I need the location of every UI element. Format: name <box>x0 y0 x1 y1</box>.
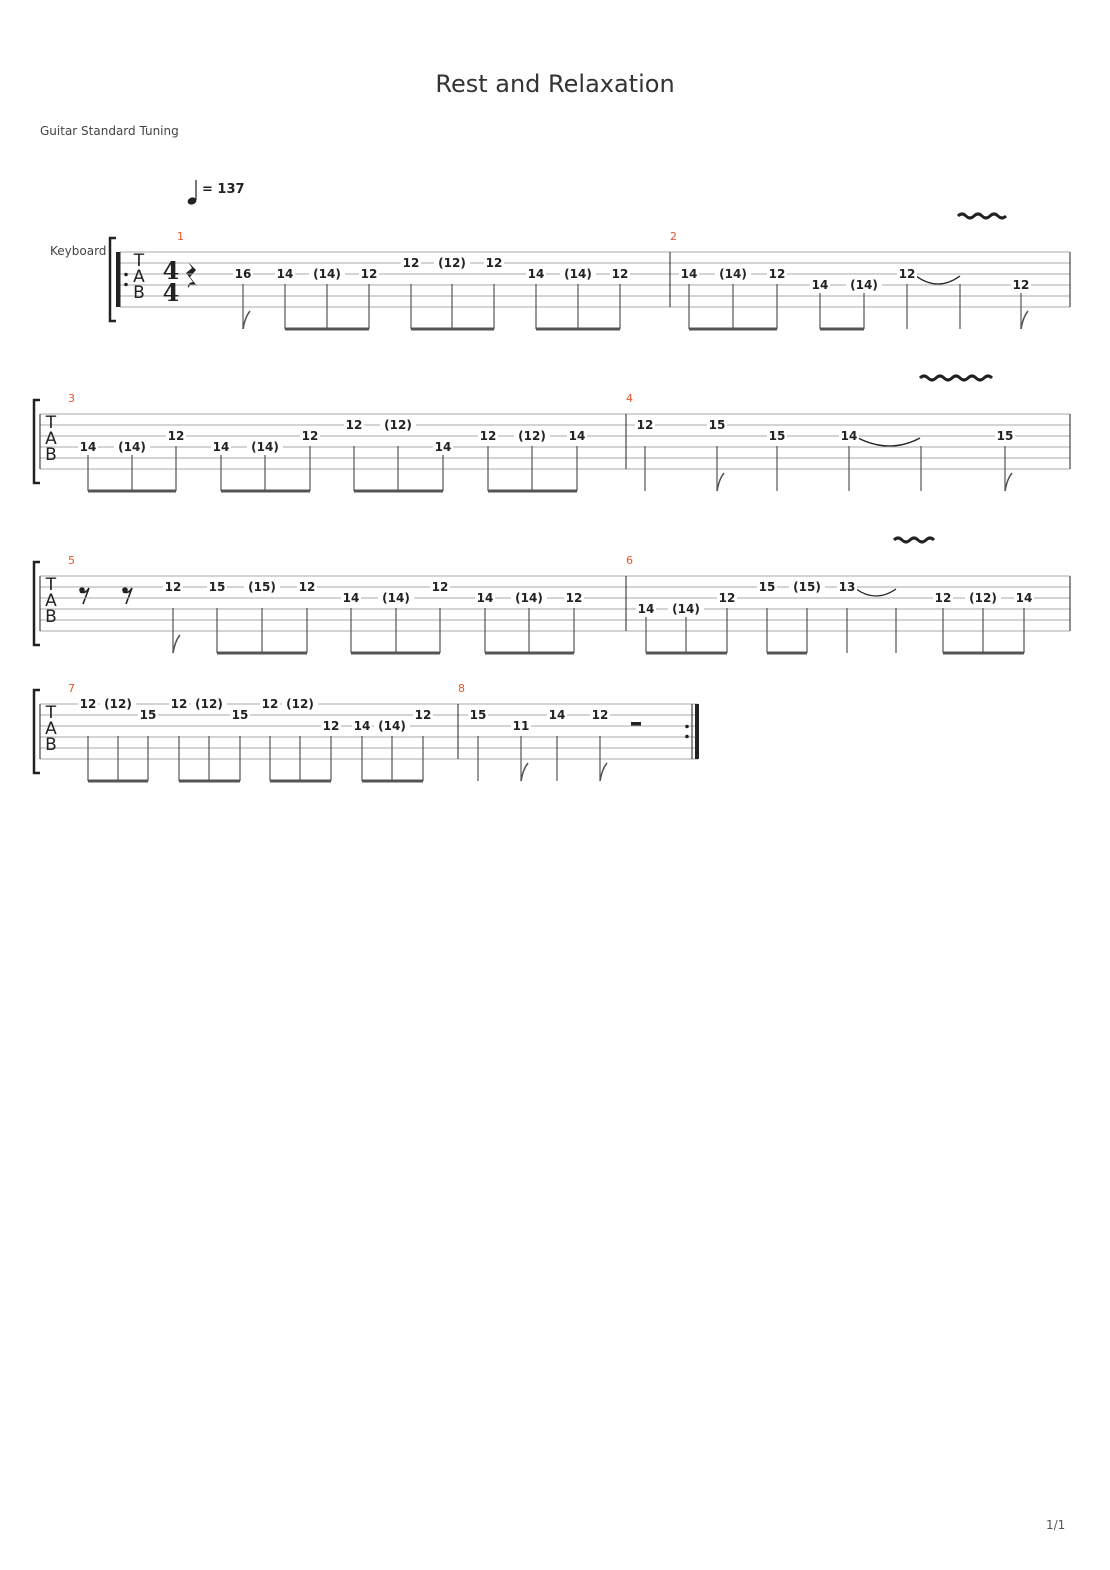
fret-number: 12 <box>479 429 497 443</box>
time-signature-bottom: 4 <box>162 278 180 307</box>
fret-number: 14 <box>79 440 97 454</box>
fret-number: 12 <box>591 708 609 722</box>
tab-system <box>34 562 1070 645</box>
repeat-dot <box>685 725 689 729</box>
fret-number: (14) <box>251 440 279 454</box>
fret-number: 14 <box>276 267 294 281</box>
fret-number: (15) <box>248 580 276 594</box>
tie-arc <box>858 438 920 446</box>
quarter-rest <box>186 262 197 288</box>
system-bracket <box>110 238 116 321</box>
tempo-value: = 137 <box>202 182 245 197</box>
fret-number: 12 <box>718 591 736 605</box>
fret-number: 11 <box>512 719 530 733</box>
measure-number: 5 <box>68 554 75 567</box>
fret-number: 12 <box>301 429 319 443</box>
fret-number: (12) <box>104 697 132 711</box>
measure-8 <box>458 682 610 781</box>
fret-number: 15 <box>768 429 786 443</box>
fret-number: 14 <box>527 267 545 281</box>
page-number: 1/1 <box>1046 1518 1066 1532</box>
repeat-start-barline <box>116 252 120 307</box>
system-bracket <box>34 690 40 773</box>
fret-number: 16 <box>234 267 252 281</box>
repeat-dot <box>124 283 128 287</box>
fret-number: 12 <box>1012 278 1030 292</box>
tab-clef-letter: A <box>45 719 57 739</box>
note-flag <box>717 473 724 491</box>
fret-number: (12) <box>438 256 466 270</box>
measure-2 <box>670 230 1031 329</box>
fret-number: (14) <box>313 267 341 281</box>
fret-number: 14 <box>811 278 829 292</box>
fret-number: 15 <box>758 580 776 594</box>
fret-number: 14 <box>840 429 858 443</box>
fret-number: (12) <box>518 429 546 443</box>
eighth-rest <box>122 587 132 604</box>
fret-number: (14) <box>719 267 747 281</box>
time-signature-top: 4 <box>162 256 180 285</box>
fret-number: 14 <box>568 429 586 443</box>
measure-number: 8 <box>458 682 465 695</box>
tab-clef-letter: B <box>133 283 145 303</box>
note-flag <box>173 635 180 653</box>
fret-number: 12 <box>322 719 340 733</box>
measure-number: 6 <box>626 554 633 567</box>
fret-number: 12 <box>611 267 629 281</box>
fret-number: (14) <box>378 719 406 733</box>
fret-number: 15 <box>231 708 249 722</box>
instrument-label: Keyboard <box>50 244 107 258</box>
measure-number: 2 <box>670 230 677 243</box>
repeat-dot <box>685 735 689 739</box>
fret-number: 12 <box>164 580 182 594</box>
measure-4 <box>626 392 1015 491</box>
fret-number: 13 <box>838 580 856 594</box>
tuning-label: Guitar Standard Tuning <box>40 124 179 138</box>
fret-number: (12) <box>195 697 223 711</box>
vibrato-icon <box>958 214 1006 218</box>
fret-number: (14) <box>850 278 878 292</box>
note-flag <box>521 763 528 781</box>
tab-system <box>34 400 1070 483</box>
note-flag <box>1021 311 1028 329</box>
measure-6 <box>626 554 1034 653</box>
fret-number: 12 <box>167 429 185 443</box>
fret-number: 12 <box>79 697 97 711</box>
fret-number: 12 <box>898 267 916 281</box>
fret-number: 15 <box>996 429 1014 443</box>
system-bracket <box>34 562 40 645</box>
note-flag <box>600 763 607 781</box>
fret-number: 12 <box>360 267 378 281</box>
tempo-marking <box>187 180 245 206</box>
fret-number: 15 <box>139 708 157 722</box>
fret-number: (12) <box>286 697 314 711</box>
measure-1 <box>177 230 670 329</box>
fret-number: 14 <box>342 591 360 605</box>
measure-number: 7 <box>68 682 75 695</box>
tab-clef-letter: B <box>45 445 57 465</box>
fret-number: 12 <box>431 580 449 594</box>
fret-number: 14 <box>548 708 566 722</box>
fret-number: 14 <box>680 267 698 281</box>
measure-number: 4 <box>626 392 633 405</box>
fret-number: 15 <box>469 708 487 722</box>
fret-number: (12) <box>384 418 412 432</box>
fret-number: 14 <box>476 591 494 605</box>
vibrato-icon <box>894 538 934 542</box>
half-rest <box>631 722 641 726</box>
score-title: Rest and Relaxation <box>435 70 675 98</box>
final-barline <box>695 704 699 759</box>
fret-number: 14 <box>434 440 452 454</box>
fret-number: (14) <box>564 267 592 281</box>
repeat-dot <box>124 273 128 277</box>
tab-clef-letter: B <box>45 607 57 627</box>
fret-number: 12 <box>636 418 654 432</box>
note-flag <box>1005 473 1012 491</box>
tab-clef-letter: T <box>133 251 145 271</box>
tie-arc <box>916 276 960 284</box>
fret-number: 12 <box>402 256 420 270</box>
fret-number: 12 <box>934 591 952 605</box>
tab-clef-letter: A <box>45 429 57 449</box>
tab-clef-letter: A <box>45 591 57 611</box>
fret-number: 15 <box>708 418 726 432</box>
tie-arc <box>856 589 896 596</box>
fret-number: 12 <box>485 256 503 270</box>
eighth-rest <box>79 587 89 604</box>
fret-number: (14) <box>515 591 543 605</box>
tab-clef-letter: T <box>45 575 57 595</box>
fret-number: 12 <box>768 267 786 281</box>
fret-number: 14 <box>353 719 371 733</box>
fret-number: 14 <box>1015 591 1033 605</box>
fret-number: 12 <box>298 580 316 594</box>
note-flag <box>243 311 250 329</box>
fret-number: 14 <box>212 440 230 454</box>
fret-number: (14) <box>118 440 146 454</box>
tab-clef-letter: A <box>133 267 145 287</box>
fret-number: (14) <box>382 591 410 605</box>
measure-3 <box>68 392 626 491</box>
fret-number: 14 <box>637 602 655 616</box>
fret-number: (15) <box>793 580 821 594</box>
measure-7 <box>68 682 458 781</box>
tab-clef-letter: T <box>45 413 57 433</box>
fret-number: 12 <box>261 697 279 711</box>
tab-clef-letter: B <box>45 735 57 755</box>
fret-number: 12 <box>170 697 188 711</box>
fret-number: 12 <box>565 591 583 605</box>
fret-number: 12 <box>414 708 432 722</box>
system-bracket <box>34 400 40 483</box>
fret-number: (12) <box>969 591 997 605</box>
fret-number: 12 <box>345 418 363 432</box>
vibrato-icon <box>920 376 992 380</box>
tab-clef-letter: T <box>45 703 57 723</box>
fret-number: (14) <box>672 602 700 616</box>
fret-number: 15 <box>208 580 226 594</box>
measure-number: 3 <box>68 392 75 405</box>
measure-5 <box>68 554 626 653</box>
measure-number: 1 <box>177 230 184 243</box>
